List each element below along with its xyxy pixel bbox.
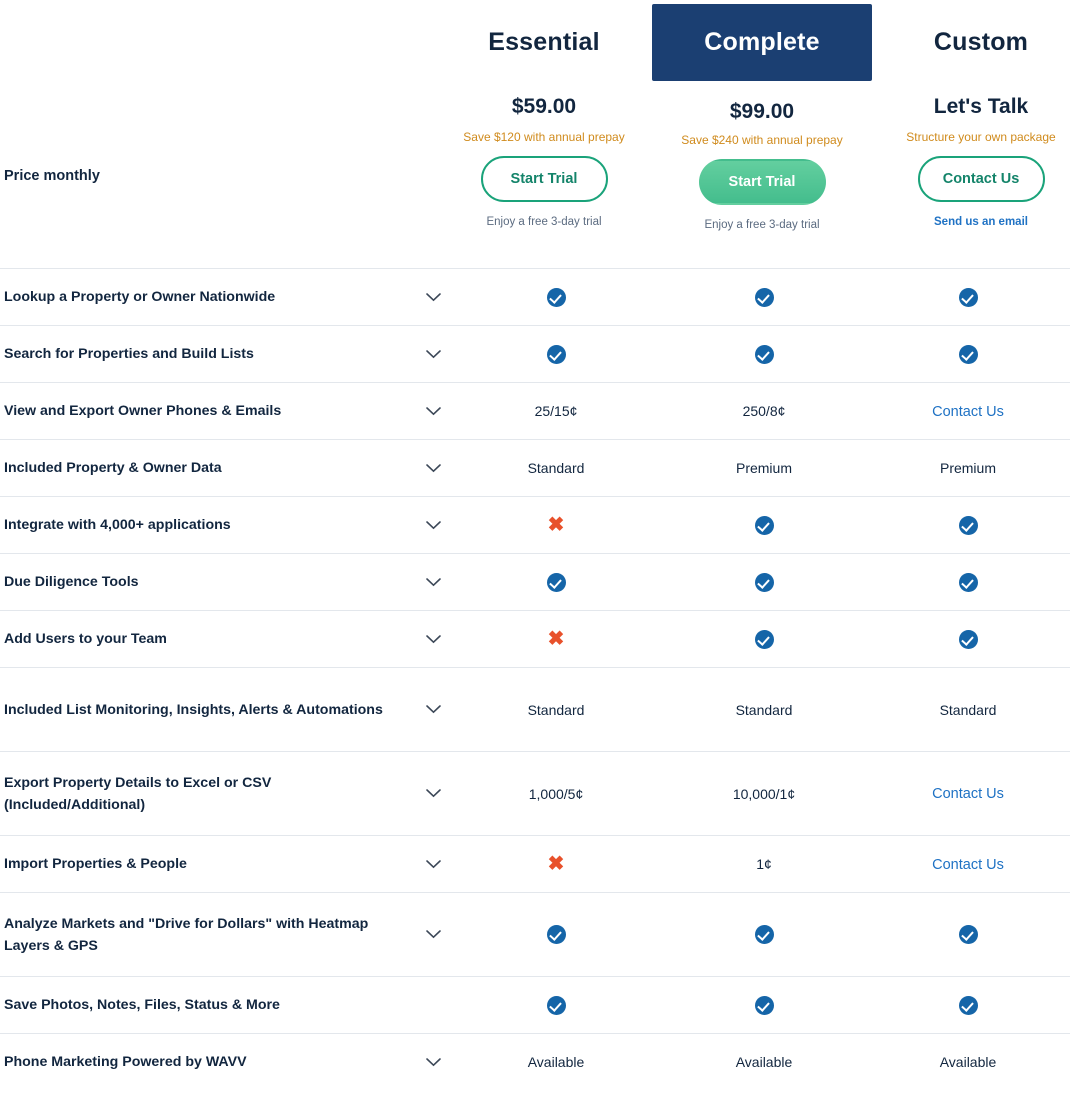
chevron-down-icon[interactable] <box>412 407 454 416</box>
plan-save-essential: Save $120 with annual prepay <box>463 130 625 144</box>
check-icon <box>755 516 774 535</box>
check-icon <box>959 630 978 649</box>
included-check-icon <box>870 925 1066 944</box>
check-icon <box>755 925 774 944</box>
feature-label: Lookup a Property or Owner Nationwide <box>4 289 276 305</box>
chevron-down-icon[interactable] <box>412 930 454 939</box>
chevron-down-icon[interactable] <box>412 578 454 587</box>
feature-label: Phone Marketing Powered by WAVV <box>4 1054 247 1070</box>
check-icon <box>959 925 978 944</box>
feature-value: Standard <box>735 701 793 718</box>
feature-label: Due Diligence Tools <box>4 574 139 590</box>
contact-us-link-text[interactable]: Contact Us <box>932 403 1004 420</box>
feature-label: View and Export Owner Phones & Emails <box>4 403 282 419</box>
feature-row <box>0 976 1070 1033</box>
check-icon <box>547 288 566 307</box>
contact-us-link[interactable] <box>870 403 1066 420</box>
feature-label: Search for Properties and Build Lists <box>4 346 254 362</box>
check-icon <box>959 573 978 592</box>
included-check-icon <box>658 345 870 364</box>
price-monthly-label: Price monthly <box>4 168 100 184</box>
check-icon <box>755 345 774 364</box>
feature-row <box>0 439 1070 496</box>
feature-value: 1¢ <box>756 856 772 872</box>
included-check-icon <box>870 630 1066 649</box>
plan-note-complete: Enjoy a free 3-day trial <box>704 219 820 231</box>
included-check-icon <box>658 996 870 1015</box>
contact-us-link-text[interactable]: Contact Us <box>932 786 1004 802</box>
check-icon <box>959 516 978 535</box>
plans-header <box>0 0 1070 268</box>
start-trial-button-complete[interactable]: Start Trial <box>699 159 826 205</box>
included-check-icon <box>870 516 1066 535</box>
not-included-cross-icon <box>454 515 658 535</box>
check-icon <box>959 345 978 364</box>
included-check-icon <box>454 345 658 364</box>
check-icon <box>755 573 774 592</box>
chevron-down-icon[interactable] <box>412 350 454 359</box>
contact-us-link[interactable] <box>870 785 1066 802</box>
included-check-icon <box>658 516 870 535</box>
chevron-down-icon[interactable] <box>412 789 454 798</box>
contact-us-link-text[interactable]: Contact Us <box>932 856 1004 873</box>
feature-label: Add Users to your Team <box>4 631 167 647</box>
cross-icon: ✖ <box>547 853 565 875</box>
feature-row <box>0 268 1070 325</box>
feature-value: Available <box>735 1054 793 1070</box>
feature-value: 1,000/5¢ <box>528 785 584 802</box>
included-check-icon <box>870 345 1066 364</box>
feature-row <box>0 1033 1070 1090</box>
included-check-icon <box>658 925 870 944</box>
included-check-icon <box>454 573 658 592</box>
plan-name-custom: Custom <box>933 28 1029 56</box>
feature-value: Premium <box>735 460 792 476</box>
chevron-down-icon[interactable] <box>412 464 454 473</box>
chevron-down-icon[interactable] <box>412 635 454 644</box>
feature-value: 10,000/1¢ <box>732 785 796 802</box>
feature-value: Standard <box>527 701 585 718</box>
feature-row <box>0 325 1070 382</box>
feature-label: Integrate with 4,000+ applications <box>4 517 231 533</box>
included-check-icon <box>870 288 1066 307</box>
feature-label: Included List Monitoring, Insights, Alerts & Automations <box>4 701 383 718</box>
check-icon <box>755 996 774 1015</box>
feature-rows <box>0 268 1070 1090</box>
included-check-icon <box>658 630 870 649</box>
feature-row <box>0 835 1070 892</box>
check-icon <box>547 573 566 592</box>
feature-label: Analyze Markets and "Drive for Dollars" with Heatmap Layers & GPS <box>4 915 369 954</box>
start-trial-button-essential[interactable]: Start Trial <box>481 156 608 202</box>
plan-column-complete <box>652 0 872 231</box>
send-us-an-email-link[interactable]: Send us an email <box>934 216 1028 228</box>
plan-price-essential: $59.00 <box>511 95 577 118</box>
contact-us-link[interactable] <box>870 856 1066 873</box>
included-check-icon <box>454 996 658 1015</box>
cross-icon: ✖ <box>547 514 565 536</box>
feature-row <box>0 382 1070 439</box>
feature-value: 25/15¢ <box>534 403 578 419</box>
not-included-cross-icon <box>454 629 658 649</box>
feature-value: Standard <box>527 460 585 476</box>
included-check-icon <box>454 925 658 944</box>
feature-row <box>0 553 1070 610</box>
included-check-icon <box>454 288 658 307</box>
included-check-icon <box>870 573 1066 592</box>
feature-row <box>0 496 1070 553</box>
not-included-cross-icon <box>454 854 658 874</box>
feature-row <box>0 610 1070 667</box>
plan-name-essential: Essential <box>488 28 600 56</box>
feature-value: Standard <box>939 701 997 718</box>
check-icon <box>547 996 566 1015</box>
feature-value: 250/8¢ <box>742 403 786 419</box>
plan-column-custom <box>871 0 1070 230</box>
check-icon <box>755 630 774 649</box>
plan-save-custom: Structure your own package <box>906 130 1056 144</box>
plan-save-complete: Save $240 with annual prepay <box>681 133 843 147</box>
check-icon <box>547 925 566 944</box>
feature-row <box>0 751 1070 835</box>
included-check-icon <box>658 288 870 307</box>
check-icon <box>547 345 566 364</box>
feature-label: Included Property & Owner Data <box>4 460 222 476</box>
chevron-down-icon[interactable] <box>412 521 454 530</box>
included-check-icon <box>870 996 1066 1015</box>
check-icon <box>755 288 774 307</box>
feature-label: Import Properties & People <box>4 856 187 872</box>
plan-name-complete: Complete <box>704 28 820 56</box>
plan-price-complete: $99.00 <box>729 100 795 123</box>
plan-price-custom: Let's Talk <box>933 95 1029 118</box>
feature-label: Export Property Details to Excel or CSV (Included/Additional) <box>4 774 272 813</box>
chevron-down-icon[interactable] <box>412 293 454 302</box>
chevron-down-icon[interactable] <box>412 860 454 869</box>
feature-value: Available <box>527 1054 585 1070</box>
feature-row <box>0 667 1070 751</box>
plan-note-essential: Enjoy a free 3-day trial <box>486 216 602 228</box>
check-icon <box>959 288 978 307</box>
feature-label: Save Photos, Notes, Files, Status & More <box>4 997 280 1013</box>
feature-row <box>0 892 1070 976</box>
feature-value: Premium <box>939 460 996 476</box>
feature-value: Available <box>939 1054 997 1070</box>
plan-column-essential <box>434 0 654 228</box>
chevron-down-icon[interactable] <box>412 705 454 714</box>
cross-icon: ✖ <box>547 628 565 650</box>
included-check-icon <box>658 573 870 592</box>
check-icon <box>959 996 978 1015</box>
contact-us-button-custom[interactable]: Contact Us <box>918 156 1045 202</box>
chevron-down-icon[interactable] <box>412 1058 454 1067</box>
